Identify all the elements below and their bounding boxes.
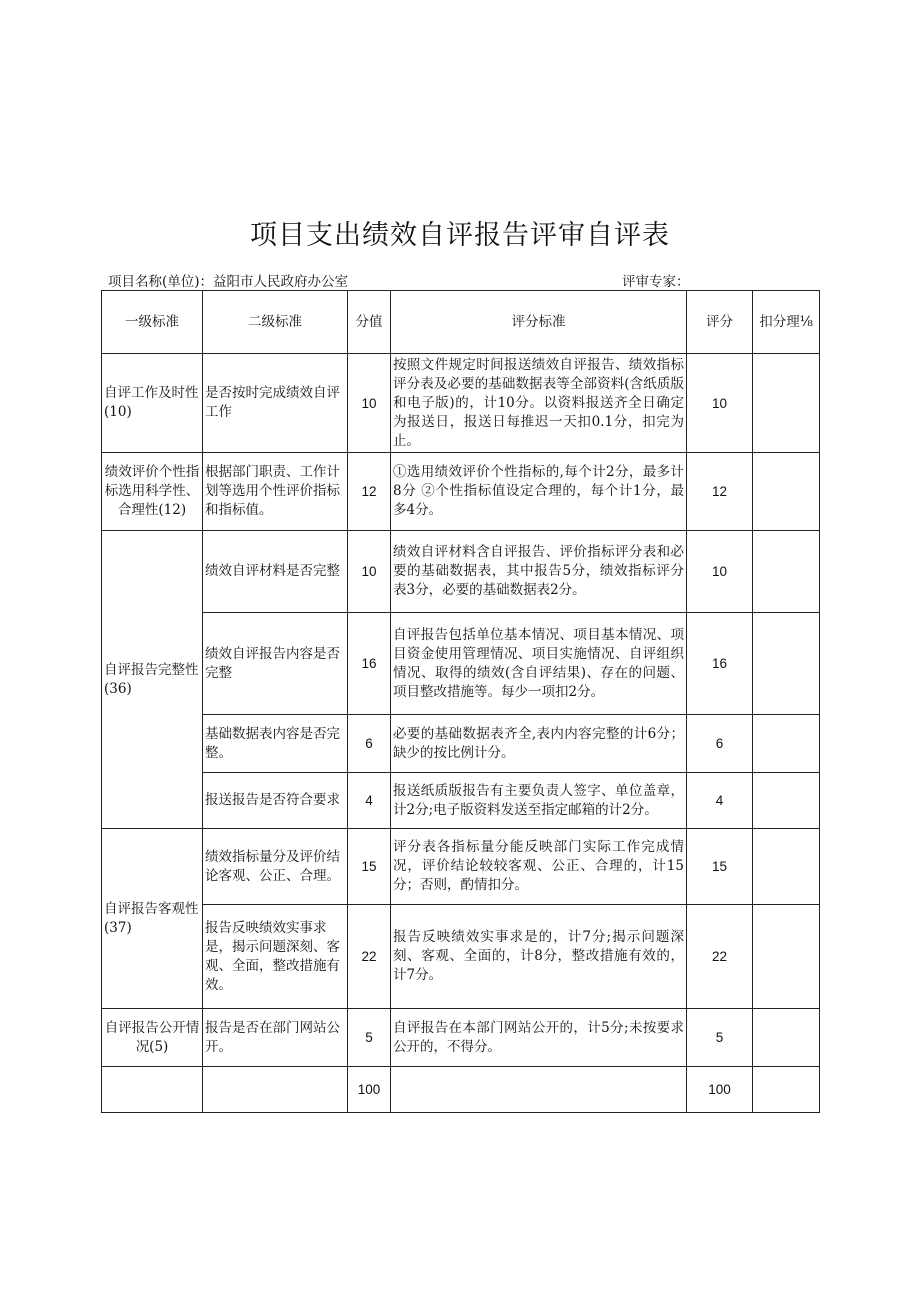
- table-row: [102, 1009, 820, 1067]
- table-row: [102, 354, 820, 453]
- score-cell: 5: [687, 1009, 753, 1067]
- level2-cell: 绩效指标量分及评价结论客观、公正、合理。: [203, 829, 348, 905]
- table-row: [102, 531, 820, 613]
- review-expert-label: 评审专家：: [622, 274, 690, 290]
- score-cell: 22: [687, 905, 753, 1009]
- total-row: [102, 1067, 820, 1113]
- table-row: [102, 453, 820, 531]
- criteria-cell: 绩效自评材料含自评报告、评价指标评分表和必要的基础数据表，其中报告5分，绩效指标评分表3分，必要的基础数据表2分。: [391, 531, 687, 613]
- header-score: 评分: [687, 291, 753, 354]
- header-criteria: 评分标准: [391, 291, 687, 354]
- level2-cell: 绩效自评材料是否完整: [203, 531, 348, 613]
- level2-cell: 是否按时完成绩效自评工作: [203, 354, 348, 453]
- score-cell: 15: [687, 829, 753, 905]
- criteria-cell: 必要的基础数据表齐全,表内内容完整的计6分；缺少的按比例计分。: [391, 715, 687, 773]
- total-blank-cell: [391, 1067, 687, 1113]
- level1-cell: 自评工作及时性(10): [102, 354, 203, 453]
- points-cell: 6: [348, 715, 391, 773]
- level1-cell: 自评报告客观性(37): [102, 829, 203, 1009]
- level2-cell: 根据部门职责、工作计划等选用个性评价指标和指标值。: [203, 453, 348, 531]
- review-table: [101, 290, 820, 1113]
- level2-cell: 基础数据表内容是否完整。: [203, 715, 348, 773]
- deduction-cell: [753, 773, 820, 829]
- project-name-label: 项目名称(单位)：益阳市人民政府办公室: [108, 274, 349, 290]
- deduction-cell: [753, 829, 820, 905]
- score-cell: 16: [687, 613, 753, 715]
- points-cell: 22: [348, 905, 391, 1009]
- criteria-cell: 自评报告在本部门网站公开的，计5分;未按要求公开的，不得分。: [391, 1009, 687, 1067]
- points-cell: 10: [348, 531, 391, 613]
- table-row: [102, 829, 820, 905]
- table-row: [102, 905, 820, 1009]
- header-row: [102, 291, 820, 354]
- score-cell: 6: [687, 715, 753, 773]
- deduction-cell: [753, 1009, 820, 1067]
- header-score-value: 分值: [348, 291, 391, 354]
- deduction-cell: [753, 531, 820, 613]
- criteria-cell: 自评报告包括单位基本情况、项目基本情况、项目资金使用管理情况、项目实施情况、自评组织情况、取得的绩效(含自评结果)、存在的问题、项目整改措施等。每少一项扣2分。: [391, 613, 687, 715]
- points-cell: 10: [348, 354, 391, 453]
- total-blank-cell: [203, 1067, 348, 1113]
- total-points-cell: 100: [348, 1067, 391, 1113]
- deduction-cell: [753, 354, 820, 453]
- total-blank-cell: [102, 1067, 203, 1113]
- header-deduction: 扣分理⅛: [753, 291, 820, 354]
- points-cell: 16: [348, 613, 391, 715]
- header-level1: 一级标准: [102, 291, 203, 354]
- criteria-cell: ①选用绩效评价个性指标的,每个计2分，最多计8分 ②个性指标值设定合理的，每个计1分，最多4分。: [391, 453, 687, 531]
- criteria-cell: 报告反映绩效实事求是的，计7分;揭示问题深刻、客观、全面的，计8分，整改措施有效的，计7分。: [391, 905, 687, 1009]
- total-score-cell: 100: [687, 1067, 753, 1113]
- total-blank-cell: [753, 1067, 820, 1113]
- deduction-cell: [753, 715, 820, 773]
- level1-cell: 自评报告完整性(36): [102, 531, 203, 829]
- points-cell: 15: [348, 829, 391, 905]
- score-cell: 10: [687, 354, 753, 453]
- level1-cell: 自评报告公开情况(5): [102, 1009, 203, 1067]
- deduction-cell: [753, 453, 820, 531]
- level2-cell: 报告反映绩效实事求是，揭示问题深刻、客观、全面，整改措施有效。: [203, 905, 348, 1009]
- table-row: [102, 715, 820, 773]
- header-level2: 二级标准: [203, 291, 348, 354]
- deduction-cell: [753, 905, 820, 1009]
- level2-cell: 报送报告是否符合要求: [203, 773, 348, 829]
- points-cell: 5: [348, 1009, 391, 1067]
- points-cell: 4: [348, 773, 391, 829]
- table-row: [102, 613, 820, 715]
- level2-cell: 报告是否在部门网站公开。: [203, 1009, 348, 1067]
- criteria-cell: 按照文件规定时间报送绩效自评报告、绩效指标评分表及必要的基础数据表等全部资料(含纸质版和电子版)的，计10分。以资料报送齐全日确定为报送日，报送日每推迟一天扣0.1分，扣完为止。: [391, 354, 687, 453]
- criteria-cell: 报送纸质版报告有主要负责人签字、单位盖章，计2分;电子版资料发送至指定邮箱的计2分。: [391, 773, 687, 829]
- deduction-cell: [753, 613, 820, 715]
- document-title: 项目支出绩效自评报告评审自评表: [250, 220, 670, 251]
- score-cell: 10: [687, 531, 753, 613]
- score-cell: 4: [687, 773, 753, 829]
- level1-cell: 绩效评价个性指标选用科学性、合理性(12): [102, 453, 203, 531]
- level2-cell: 绩效自评报告内容是否完整: [203, 613, 348, 715]
- points-cell: 12: [348, 453, 391, 531]
- score-cell: 12: [687, 453, 753, 531]
- criteria-cell: 评分表各指标量分能反映部门实际工作完成情况，评价结论较较客观、公正、合理的，计15分；否则，酌情扣分。: [391, 829, 687, 905]
- table-row: [102, 773, 820, 829]
